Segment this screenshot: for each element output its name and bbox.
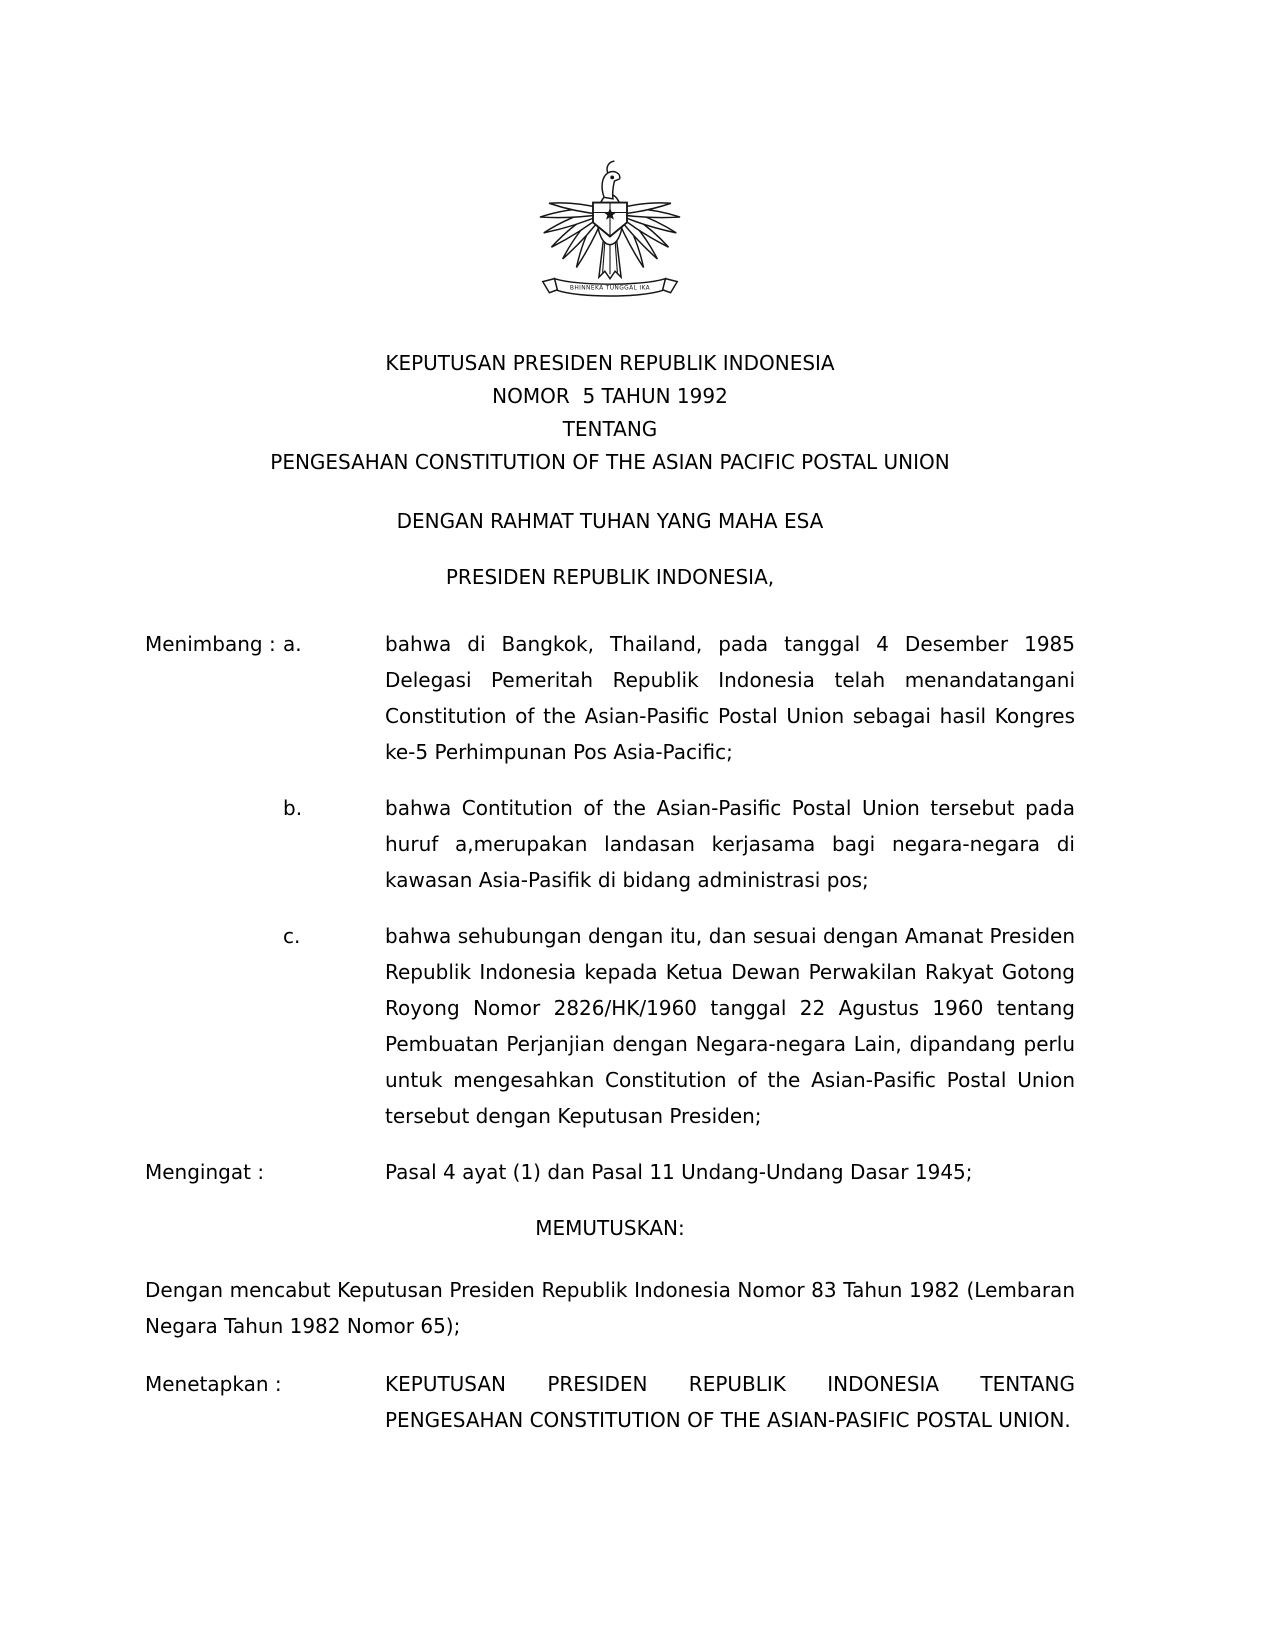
considering-item-b bbox=[145, 790, 1075, 898]
enacting-row bbox=[145, 1366, 1075, 1438]
item-letter: b. bbox=[283, 796, 303, 820]
pancasila-shield bbox=[593, 203, 627, 237]
considering-item-c bbox=[145, 918, 1075, 1134]
authority-line: PRESIDEN REPUBLIK INDONESIA, bbox=[445, 565, 775, 589]
enacting-label: Menetapkan : bbox=[145, 1372, 282, 1396]
document-title-block bbox=[145, 347, 1075, 479]
invocation-line: DENGAN RAHMAT TUHAN YANG MAHA ESA bbox=[396, 509, 824, 533]
enacting-text: KEPUTUSAN PRESIDEN REPUBLIK INDONESIA TENTANG PENGESAHAN CONSTITUTION OF THE ASIAN-PASIFIC POSTAL UNION. bbox=[385, 1372, 1075, 1432]
recalling-row bbox=[145, 1154, 1075, 1190]
empty-label-cell bbox=[145, 790, 283, 898]
emblem-motto-text: BHINNEKA TUNGGAL IKA bbox=[569, 285, 651, 292]
item-text: bahwa Contitution of the Asian-Pasific Postal Union tersebut pada huruf a,merupakan landasan kerjasama bagi negara-negara di kawasan Asia-Pasifik di bidang administrasi pos; bbox=[385, 796, 1075, 892]
item-letter: c. bbox=[283, 924, 301, 948]
empty-letter-cell bbox=[283, 1154, 385, 1190]
item-letter: a. bbox=[283, 632, 302, 656]
garuda-pancasila-emblem bbox=[145, 130, 1075, 323]
title-tentang: TENTANG bbox=[562, 417, 658, 441]
recalling-label: Mengingat : bbox=[145, 1160, 265, 1184]
item-text: bahwa sehubungan dengan itu, dan sesuai dengan Amanat Presiden Republik Indonesia kepada Ketua Dewan Perwakilan Rakyat Gotong Royong Nomor 2826/HK/1960 tanggal 22 Agustus 1960 tentang Pembuatan Perjanjian dengan Negara-negara Lain, dipandang perlu untuk mengesahkan Constitution of the Asian-Pasific Postal Union tersebut dengan Keputusan Presiden; bbox=[385, 924, 1075, 1128]
title-subject: PENGESAHAN CONSTITUTION OF THE ASIAN PACIFIC POSTAL UNION bbox=[270, 450, 950, 474]
revocation-paragraph: Dengan mencabut Keputusan Presiden Republik Indonesia Nomor 83 Tahun 1982 (Lembaran Negara Tahun 1982 Nomor 65); bbox=[145, 1278, 1075, 1338]
title-decree-name: KEPUTUSAN PRESIDEN REPUBLIK INDONESIA bbox=[385, 351, 835, 375]
tail-feathers bbox=[599, 240, 621, 278]
considering-label: Menimbang : bbox=[145, 632, 276, 656]
empty-label-cell bbox=[145, 918, 283, 1134]
title-decree-number: NOMOR 5 TAHUN 1992 bbox=[492, 384, 728, 408]
considering-item-a bbox=[145, 626, 1075, 770]
eagle-head bbox=[602, 161, 620, 199]
decision-heading: MEMUTUSKAN: bbox=[535, 1216, 685, 1240]
empty-letter-cell bbox=[283, 1366, 385, 1438]
recalling-text: Pasal 4 ayat (1) dan Pasal 11 Undang-Undang Dasar 1945; bbox=[385, 1160, 973, 1184]
garuda-emblem-graphic bbox=[525, 130, 695, 312]
item-text: bahwa di Bangkok, Thailand, pada tanggal 4 Desember 1985 Delegasi Pemeritah Republik Indonesia telah menandatangani Constitution of the Asian-Pasific Postal Union sebagai hasil Kongres ke-5 Perhimpunan Pos Asia-Pacific; bbox=[385, 632, 1075, 764]
